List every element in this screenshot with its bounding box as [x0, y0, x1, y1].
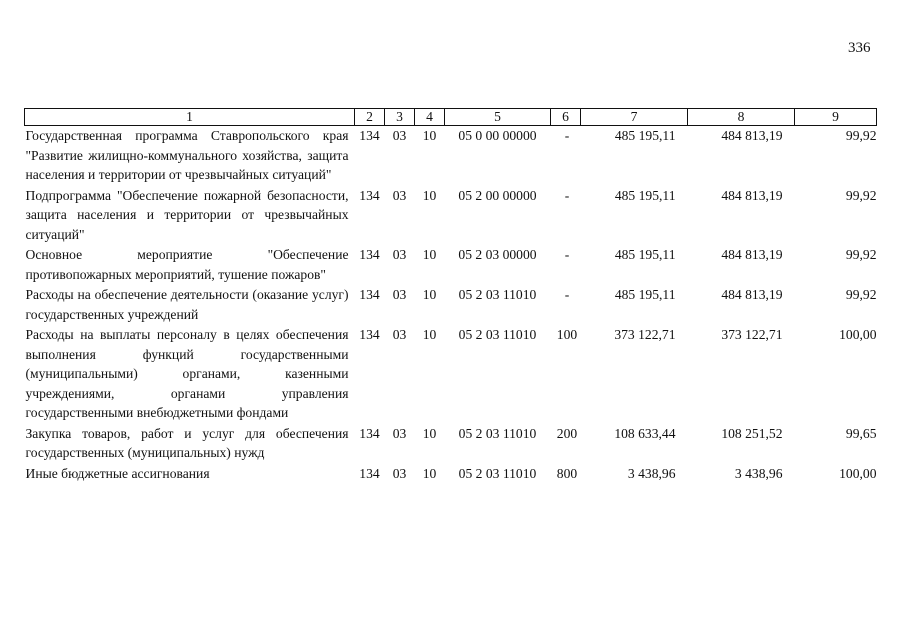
row-target-article: 05 2 03 11010 — [458, 425, 537, 441]
row-section: 03 — [392, 465, 407, 481]
row-percent: 100,00 — [839, 327, 877, 342]
table-row — [25, 325, 877, 424]
row-name: Государственная программа Ставропольского края "Развитие жилищно-коммунального хозяйства, защита населения и территории от чрезвычайных ситуаций" — [25, 128, 349, 182]
row-target-article: 05 2 03 11010 — [458, 465, 537, 481]
header-col-7: 7 — [581, 109, 688, 126]
row-planned-amount: 3 438,96 — [627, 465, 676, 481]
row-planned-amount: 485 195,11 — [614, 247, 676, 262]
header-col-3: 3 — [385, 109, 415, 126]
row-subsection: 10 — [422, 247, 437, 262]
row-section: 03 — [392, 327, 407, 342]
table-row — [25, 424, 877, 464]
page-number: 336 — [848, 40, 871, 56]
header-col-1: 1 — [25, 109, 355, 126]
header-col-4: 4 — [415, 109, 445, 126]
row-executed-amount: 484 813,19 — [721, 247, 783, 262]
row-percent: 99,65 — [845, 425, 877, 441]
row-subsection: 10 — [422, 465, 437, 481]
row-section: 03 — [392, 187, 407, 203]
row-planned-amount: 485 195,11 — [614, 128, 676, 143]
row-planned-amount: 485 195,11 — [614, 287, 676, 302]
row-planned-amount: 108 633,44 — [614, 425, 676, 441]
row-percent: 99,92 — [845, 128, 877, 143]
row-target-article: 05 2 03 00000 — [458, 247, 537, 262]
table-header — [25, 109, 877, 126]
header-col-5: 5 — [445, 109, 551, 126]
row-target-article: 05 2 03 11010 — [458, 287, 537, 302]
table-body — [25, 126, 877, 485]
row-ministry-code: 134 — [359, 465, 380, 481]
row-subsection: 10 — [422, 187, 437, 203]
row-section: 03 — [392, 128, 407, 143]
row-name: Расходы на выплаты персоналу в целях обеспечения выполнения функций государственными (муниципальными) органами, казенными учреждениями, органами управления государственными внебюджетными фондами — [25, 327, 349, 420]
row-executed-amount: 108 251,52 — [721, 425, 783, 441]
row-expense-type: - — [564, 128, 570, 143]
table-row — [25, 464, 877, 485]
row-executed-amount: 373 122,71 — [721, 327, 783, 342]
row-planned-amount: 485 195,11 — [614, 187, 676, 203]
row-name: Закупка товаров, работ и услуг для обеспечения государственных (муниципальных) нужд — [25, 425, 349, 460]
row-name: Подпрограмма "Обеспечение пожарной безопасности, защита населения и территории от чрезвычайных ситуаций" — [25, 187, 349, 242]
row-subsection: 10 — [422, 128, 437, 143]
table-row — [25, 126, 877, 186]
row-expense-type: 800 — [556, 465, 578, 481]
row-executed-amount: 484 813,19 — [721, 287, 783, 302]
row-name: Иные бюджетные ассигнования — [25, 465, 210, 481]
row-subsection: 10 — [422, 327, 437, 342]
header-col-2: 2 — [355, 109, 385, 126]
row-percent: 100,00 — [839, 465, 877, 481]
row-expense-type: 200 — [556, 425, 578, 441]
table-row — [25, 245, 877, 285]
row-target-article: 05 2 00 00000 — [458, 187, 537, 203]
row-executed-amount: 3 438,96 — [734, 465, 783, 481]
budget-table — [24, 108, 877, 484]
row-ministry-code: 134 — [359, 247, 380, 262]
row-target-article: 05 2 03 11010 — [458, 327, 537, 342]
row-ministry-code: 134 — [359, 128, 380, 143]
row-target-article: 05 0 00 00000 — [458, 128, 537, 143]
header-row — [25, 109, 877, 126]
row-planned-amount: 373 122,71 — [614, 327, 676, 342]
header-col-8: 8 — [688, 109, 795, 126]
row-ministry-code: 134 — [359, 187, 380, 203]
row-executed-amount: 484 813,19 — [721, 187, 783, 203]
row-subsection: 10 — [422, 287, 437, 302]
row-section: 03 — [392, 287, 407, 302]
row-name: Расходы на обеспечение деятельности (оказание услуг) государственных учреждений — [25, 287, 349, 322]
row-section: 03 — [392, 425, 407, 441]
row-expense-type: - — [564, 247, 570, 262]
row-expense-type: 100 — [556, 327, 578, 342]
row-ministry-code: 134 — [359, 425, 380, 441]
header-col-9: 9 — [795, 109, 877, 126]
row-subsection: 10 — [422, 425, 437, 441]
table-row — [25, 186, 877, 246]
row-expense-type: - — [564, 187, 570, 203]
row-name: Основное мероприятие "Обеспечение противопожарных мероприятий, тушение пожаров" — [25, 247, 349, 282]
header-col-6: 6 — [551, 109, 581, 126]
row-percent: 99,92 — [845, 287, 877, 302]
row-expense-type: - — [564, 287, 570, 302]
row-percent: 99,92 — [845, 187, 877, 203]
row-percent: 99,92 — [845, 247, 877, 262]
table-row — [25, 285, 877, 325]
row-executed-amount: 484 813,19 — [721, 128, 783, 143]
row-ministry-code: 134 — [359, 287, 380, 302]
row-ministry-code: 134 — [359, 327, 380, 342]
row-section: 03 — [392, 247, 407, 262]
